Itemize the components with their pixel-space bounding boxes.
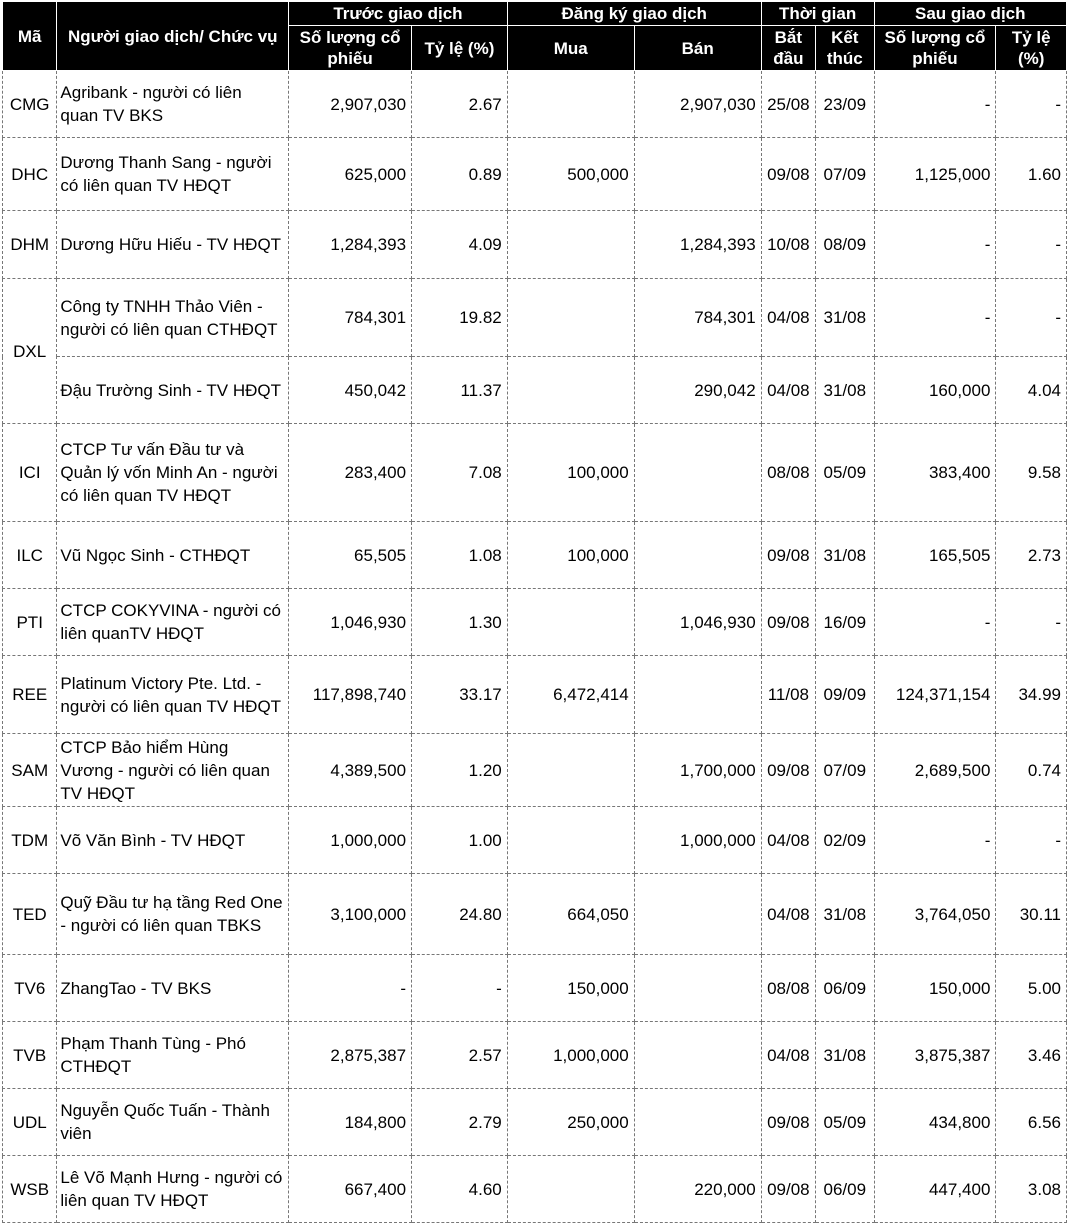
row-buy: 100,000: [507, 522, 634, 589]
row-before-pct: 24.80: [412, 874, 508, 955]
row-before-pct: 11.37: [412, 357, 508, 424]
row-after-pct: 5.00: [996, 955, 1067, 1022]
row-before-qty: 65,505: [289, 522, 412, 589]
header-code: Mã: [3, 2, 57, 71]
row-sell: [634, 138, 761, 211]
row-end: 07/09: [816, 138, 874, 211]
row-code: TED: [3, 874, 57, 955]
row-sell: [634, 1022, 761, 1089]
row-code: ILC: [3, 522, 57, 589]
row-end: 05/09: [816, 1089, 874, 1156]
row-end: 06/09: [816, 1156, 874, 1223]
row-sell: 1,700,000: [634, 734, 761, 807]
row-code: SAM: [3, 734, 57, 807]
row-buy: [507, 211, 634, 279]
row-buy: 6,472,414: [507, 656, 634, 734]
row-before-qty: 667,400: [289, 1156, 412, 1223]
table-row: [3, 211, 1067, 279]
row-after-pct: 4.04: [996, 357, 1067, 424]
row-code: TV6: [3, 955, 57, 1022]
table-row: [3, 279, 1067, 357]
row-before-qty: 625,000: [289, 138, 412, 211]
row-before-qty: -: [289, 955, 412, 1022]
row-before-qty: 4,389,500: [289, 734, 412, 807]
table-row: [3, 874, 1067, 955]
row-start: 04/08: [761, 807, 815, 874]
row-sell: 220,000: [634, 1156, 761, 1223]
row-after-pct: -: [996, 589, 1067, 656]
row-before-pct: 1.00: [412, 807, 508, 874]
row-after-qty: -: [874, 279, 996, 357]
row-end: 06/09: [816, 955, 874, 1022]
row-start: 09/08: [761, 522, 815, 589]
row-code: DHC: [3, 138, 57, 211]
row-person: CTCP COKYVINA - người có liên quanTV HĐQT: [57, 589, 289, 656]
row-start: 08/08: [761, 955, 815, 1022]
row-end: 16/09: [816, 589, 874, 656]
header-row-group: [3, 2, 1067, 26]
row-end: 31/08: [816, 357, 874, 424]
row-code: REE: [3, 656, 57, 734]
row-end: 31/08: [816, 1022, 874, 1089]
insider-transactions-table: [2, 1, 1067, 1223]
row-start: 11/08: [761, 656, 815, 734]
row-before-pct: 2.57: [412, 1022, 508, 1089]
row-after-qty: 3,875,387: [874, 1022, 996, 1089]
table-row: [3, 357, 1067, 424]
row-sell: [634, 656, 761, 734]
row-before-qty: 2,907,030: [289, 71, 412, 138]
row-code: TDM: [3, 807, 57, 874]
row-end: 31/08: [816, 874, 874, 955]
table-row: [3, 1089, 1067, 1156]
row-person: Lê Võ Mạnh Hưng - người có liên quan TV HĐQT: [57, 1156, 289, 1223]
row-after-pct: -: [996, 807, 1067, 874]
row-code: UDL: [3, 1089, 57, 1156]
row-after-pct: -: [996, 71, 1067, 138]
row-sell: 1,046,930: [634, 589, 761, 656]
row-before-qty: 784,301: [289, 279, 412, 357]
table-row: [3, 138, 1067, 211]
row-buy: [507, 71, 634, 138]
row-buy: [507, 357, 634, 424]
row-person: Võ Văn Bình - TV HĐQT: [57, 807, 289, 874]
row-before-pct: 19.82: [412, 279, 508, 357]
row-person: Quỹ Đầu tư hạ tầng Red One - người có liên quan TBKS: [57, 874, 289, 955]
header-before-qty: Số lượng cổ phiếu: [289, 26, 412, 71]
row-after-qty: 447,400: [874, 1156, 996, 1223]
header-before: Trước giao dịch: [289, 2, 508, 26]
row-before-qty: 3,100,000: [289, 874, 412, 955]
row-end: 31/08: [816, 279, 874, 357]
row-end: 07/09: [816, 734, 874, 807]
row-start: 25/08: [761, 71, 815, 138]
row-after-qty: 160,000: [874, 357, 996, 424]
row-after-pct: 9.58: [996, 424, 1067, 522]
row-code: CMG: [3, 71, 57, 138]
header-time: Thời gian: [761, 2, 874, 26]
row-after-pct: -: [996, 279, 1067, 357]
row-end: 09/09: [816, 656, 874, 734]
row-before-qty: 184,800: [289, 1089, 412, 1156]
row-sell: [634, 522, 761, 589]
row-before-pct: 1.20: [412, 734, 508, 807]
row-before-pct: -: [412, 955, 508, 1022]
header-after: Sau giao dịch: [874, 2, 1067, 26]
table-row: [3, 1156, 1067, 1223]
row-after-pct: -: [996, 211, 1067, 279]
header-sell: Bán: [634, 26, 761, 71]
table-row: [3, 71, 1067, 138]
row-sell: [634, 955, 761, 1022]
row-end: 02/09: [816, 807, 874, 874]
row-before-qty: 117,898,740: [289, 656, 412, 734]
row-code: ICI: [3, 424, 57, 522]
row-person: ZhangTao - TV BKS: [57, 955, 289, 1022]
row-before-pct: 33.17: [412, 656, 508, 734]
row-before-pct: 1.08: [412, 522, 508, 589]
row-start: 09/08: [761, 138, 815, 211]
row-buy: [507, 807, 634, 874]
row-after-pct: 1.60: [996, 138, 1067, 211]
row-after-qty: 1,125,000: [874, 138, 996, 211]
row-person: CTCP Tư vấn Đầu tư và Quản lý vốn Minh An - người có liên quan TV HĐQT: [57, 424, 289, 522]
row-person: Vũ Ngọc Sinh - CTHĐQT: [57, 522, 289, 589]
row-before-pct: 2.67: [412, 71, 508, 138]
row-person: Platinum Victory Pte. Ltd. - người có liên quan TV HĐQT: [57, 656, 289, 734]
header-before-pct: Tỷ lệ (%): [412, 26, 508, 71]
row-start: 09/08: [761, 1089, 815, 1156]
row-after-qty: -: [874, 211, 996, 279]
row-end: 08/09: [816, 211, 874, 279]
row-before-qty: 2,875,387: [289, 1022, 412, 1089]
row-sell: [634, 1089, 761, 1156]
row-before-pct: 2.79: [412, 1089, 508, 1156]
row-start: 09/08: [761, 1156, 815, 1223]
header-person: Người giao dịch/ Chức vụ: [57, 2, 289, 71]
row-buy: 150,000: [507, 955, 634, 1022]
row-sell: 290,042: [634, 357, 761, 424]
row-buy: 1,000,000: [507, 1022, 634, 1089]
row-person: Công ty TNHH Thảo Viên - người có liên quan CTHĐQT: [57, 279, 289, 357]
row-person: Phạm Thanh Tùng - Phó CTHĐQT: [57, 1022, 289, 1089]
row-before-qty: 450,042: [289, 357, 412, 424]
row-before-qty: 1,000,000: [289, 807, 412, 874]
row-start: 10/08: [761, 211, 815, 279]
header-buy: Mua: [507, 26, 634, 71]
table-row: [3, 734, 1067, 807]
table-row: [3, 589, 1067, 656]
row-start: 04/08: [761, 357, 815, 424]
row-start: 04/08: [761, 279, 815, 357]
row-person: CTCP Bảo hiểm Hùng Vương - người có liên quan TV HĐQT: [57, 734, 289, 807]
row-code: DXL: [3, 279, 57, 424]
row-after-qty: 434,800: [874, 1089, 996, 1156]
row-end: 31/08: [816, 522, 874, 589]
row-start: 04/08: [761, 1022, 815, 1089]
row-code: WSB: [3, 1156, 57, 1223]
row-code: TVB: [3, 1022, 57, 1089]
header-end: Kết thúc: [816, 26, 874, 71]
row-person: Nguyễn Quốc Tuấn - Thành viên: [57, 1089, 289, 1156]
row-after-qty: -: [874, 807, 996, 874]
row-after-qty: 150,000: [874, 955, 996, 1022]
table-row: [3, 424, 1067, 522]
row-after-qty: -: [874, 589, 996, 656]
row-after-qty: 124,371,154: [874, 656, 996, 734]
table-row: [3, 522, 1067, 589]
table-row: [3, 955, 1067, 1022]
row-after-qty: 165,505: [874, 522, 996, 589]
table-row: [3, 1022, 1067, 1089]
row-before-pct: 7.08: [412, 424, 508, 522]
row-buy: [507, 589, 634, 656]
row-end: 23/09: [816, 71, 874, 138]
row-buy: [507, 1156, 634, 1223]
row-person: Dương Hữu Hiếu - TV HĐQT: [57, 211, 289, 279]
header-after-qty: Số lượng cổ phiếu: [874, 26, 996, 71]
row-after-qty: 383,400: [874, 424, 996, 522]
row-after-pct: 0.74: [996, 734, 1067, 807]
header-start: Bắt đầu: [761, 26, 815, 71]
row-sell: [634, 424, 761, 522]
row-code: PTI: [3, 589, 57, 656]
header-after-pct: Tỷ lệ (%): [996, 26, 1067, 71]
row-after-qty: 3,764,050: [874, 874, 996, 955]
row-sell: 1,000,000: [634, 807, 761, 874]
row-person: Agribank - người có liên quan TV BKS: [57, 71, 289, 138]
row-before-pct: 4.60: [412, 1156, 508, 1223]
row-after-pct: 2.73: [996, 522, 1067, 589]
row-before-pct: 0.89: [412, 138, 508, 211]
row-before-qty: 283,400: [289, 424, 412, 522]
row-buy: 664,050: [507, 874, 634, 955]
row-end: 05/09: [816, 424, 874, 522]
row-start: 09/08: [761, 589, 815, 656]
row-start: 08/08: [761, 424, 815, 522]
row-sell: 784,301: [634, 279, 761, 357]
row-sell: [634, 874, 761, 955]
row-after-qty: 2,689,500: [874, 734, 996, 807]
row-person: Đậu Trường Sinh - TV HĐQT: [57, 357, 289, 424]
row-buy: [507, 734, 634, 807]
table-row: [3, 807, 1067, 874]
row-before-qty: 1,046,930: [289, 589, 412, 656]
row-person: Dương Thanh Sang - người có liên quan TV HĐQT: [57, 138, 289, 211]
header-register: Đăng ký giao dịch: [507, 2, 761, 26]
row-start: 04/08: [761, 874, 815, 955]
row-after-pct: 6.56: [996, 1089, 1067, 1156]
row-after-pct: 3.46: [996, 1022, 1067, 1089]
row-after-pct: 34.99: [996, 656, 1067, 734]
row-after-qty: -: [874, 71, 996, 138]
row-sell: 1,284,393: [634, 211, 761, 279]
row-buy: 500,000: [507, 138, 634, 211]
row-before-qty: 1,284,393: [289, 211, 412, 279]
table-row: [3, 656, 1067, 734]
row-sell: 2,907,030: [634, 71, 761, 138]
row-code: DHM: [3, 211, 57, 279]
row-start: 09/08: [761, 734, 815, 807]
row-before-pct: 1.30: [412, 589, 508, 656]
row-buy: 250,000: [507, 1089, 634, 1156]
row-after-pct: 3.08: [996, 1156, 1067, 1223]
row-before-pct: 4.09: [412, 211, 508, 279]
row-after-pct: 30.11: [996, 874, 1067, 955]
row-buy: [507, 279, 634, 357]
row-buy: 100,000: [507, 424, 634, 522]
